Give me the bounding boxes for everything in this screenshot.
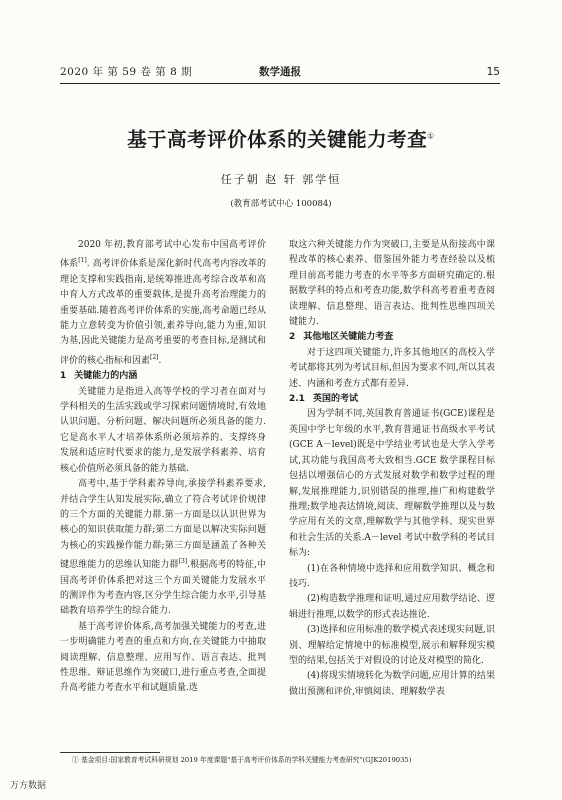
paragraph-text: .根据高考的特征,中国高考评价体系把对这三个方面关键能力发展水平的测评作为考查内容,区分学生综合能力水平,引导基础教育培养学生的综合能力. [60,560,266,617]
paragraph: 因为学制不同,英国教育普通证书(GCE)课程是英国中学七年级的水平,教育普通证书高级水平考试(GCE A－level)既是中学结业考试也是大学入学考试,其功能与我国高考大致相当.GCE 数学课程目标包括以增强信心的方式发展对数学和数学过程的理解,发展推理能力,识别错误的推理,推广和构建数学推理;数学地表达情境,阅读、理解数学推理以及与数学应用有关的文章,理解数学与其他学科、现实世界和社会生活的关系.A－level 考试中数学科的考试目标为: [289,409,495,559]
title-footnote-mark: ① [427,131,435,141]
header-divider [60,83,500,84]
paragraph: 对于这四项关键能力,许多其他地区的高校入学考试都将其列为考试目标,但因为要求不同,所以其表述、内涵和考查方式都有差异. [289,347,495,389]
journal-issue: 2020 年 第 59 卷 第 8 期 [60,66,193,78]
section-heading [60,369,266,384]
paragraph: 取这六种关键能力作为突破口,主要是从衔接高中课程改革的核心素养、借鉴国外能力考查经验以及梳理目前高考能力考查的水平等多方面研究确定的.根据数学科的特点和考查功能,数学科高考着重考查阅读理解、信息整理、语言表达、批判性思维四项关键能力. [289,240,495,328]
running-header [60,64,500,80]
author-affiliation: (教育部考试中心 100084) [230,199,332,209]
subsection-number: 2.1 [289,394,305,405]
paragraph-text: 高考中,基于学科素养导向,承接学科素养要求,并结合学生认知发展实际,确立了符合考试评价规律的三个方面的关键能力群.第一方面是以认识世界为核心的知识获取能力群;第二方面是以解决实际问题为核心的实践操作能力群;第三方面是涵盖了各种关键思维能力的思维认知能力群 [60,479,266,571]
footnote: ① 基金项目:国家教育考试科研规划 2019 年度课题"基于高考评价体系的学科关键能力考查研究"(GJK2019035) [72,756,412,764]
paragraph [60,238,266,369]
section-heading [289,330,495,345]
right-column [289,238,495,700]
citation: [2] [150,353,159,361]
paragraph-text: . [158,355,162,366]
list-item: (2)构造数学推理和证明,通过应用数学结论、逻辑进行推理,以数学的形式表达推论. [289,594,495,620]
section-title: 关键能力的内涵 [74,371,138,382]
watermark: 万方数据 [10,781,47,791]
journal-name: 数学通报 [259,66,301,78]
paragraph: 基于高考评价体系,高考加强关键能力的考查,进一步明确能力考查的重点和方向,在关键能力中抽取阅读理解、信息整理、应用写作、语言表达、批判性思维、辩证思维作为突破口,进行重点考查,全面提升高考能力考查水平和试题质量.选 [60,621,266,694]
footnote-divider [60,752,160,753]
section-title: 其他地区关键能力考查 [303,332,394,343]
subsection-title: 英国的考试 [312,394,358,405]
paragraph [60,477,266,620]
section-number: 2 [289,332,296,343]
subsection-heading [289,392,495,407]
list-item: (4)将现实情境转化为数学问题,应用计算的结果做出预测和评价,审慎阅读、理解数学表 [289,671,495,697]
article-authors: 任子朝 赵 轩 郭学恒 [220,173,342,186]
paragraph: 关键能力是指进入高等学校的学习者在面对与学科相关的生活实践或学习探索问题情境时,有效地认识问题、分析问题、解决问题所必须具备的能力.它是高水平人才培养体系所必须培养的、支撑终身发展和适应时代要求的能力,是发展学科素养、培育核心价值所必须具备的能力基础. [60,386,266,474]
left-column [60,238,266,697]
page-number: 15 [486,66,500,78]
section-number: 1 [60,371,67,382]
citation: [3] [178,558,188,566]
paragraph-text: . 高考评价体系是深化新时代高考内容改革的理论支撑和实践指南,是统筹推进高考综合改革和高中育人方式改革的重要载体,是提升高考治理能力的重要基础.随着高考评价体系的实施,高考命题已经从能力立意转变为价值引领,素养导向,能力为重,知识为基,因此关键能力是高考重要的考查目标,是测试和评价的核心指标和因素 [60,259,266,366]
article-title [0,124,562,152]
list-item: (3)选择和应用标准的数学模式表述现实问题,识别、理解给定情境中的标准模型,展示和解释现实模型的结果,包括关于对假设的讨论及对模型的简化. [289,625,495,666]
article-title-text: 基于高考评价体系的关键能力考查 [127,128,428,151]
paragraph-text: 2020 年初,教育部考试中心发布中国高考评价体系 [60,240,266,270]
citation: [1] [78,257,87,265]
list-item: (1)在各种情境中选择和应用数学知识、概念和技巧. [289,563,495,589]
